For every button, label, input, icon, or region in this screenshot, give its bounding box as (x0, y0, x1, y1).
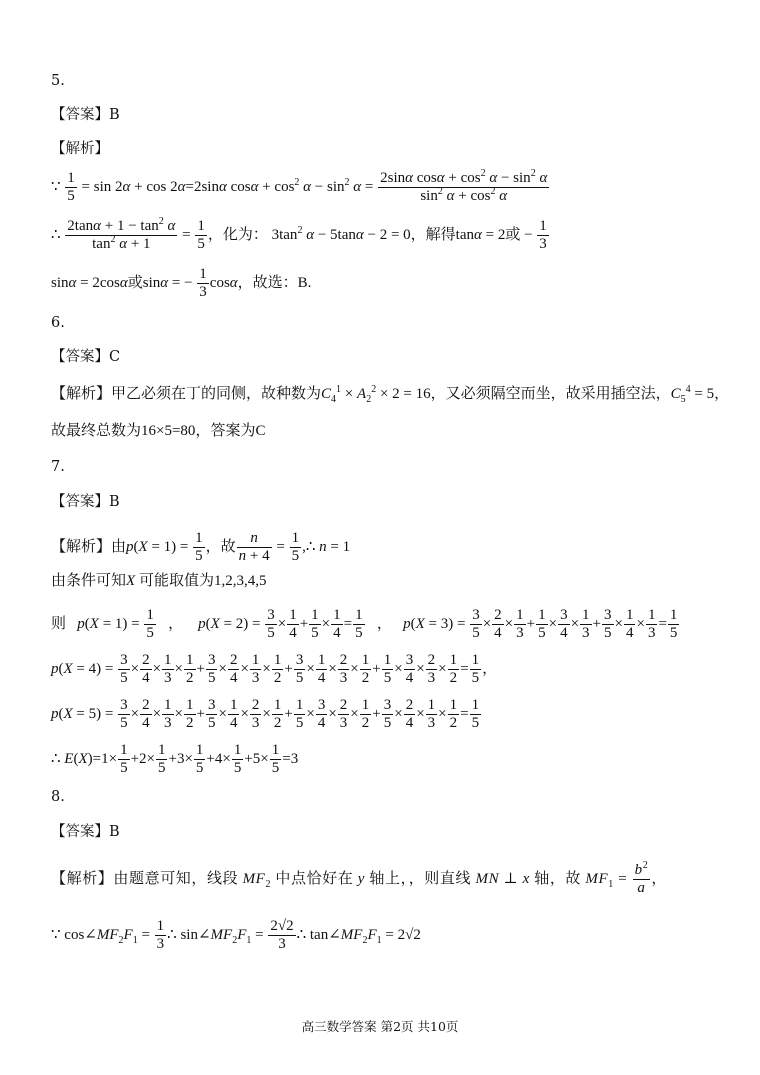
q7-values: 1,2,3,4,5 (213, 573, 267, 589)
q5-text-tail: ，故选：B. (237, 274, 312, 291)
q8-text-3: 轴上，，则直线 (369, 870, 472, 887)
q6-text-1: 甲乙必须在丁的同侧，故种数为 (111, 386, 322, 402)
q8-formula-line: ∵ $\cos\angle MF_2F_1$ = $\frac{1}{3}$ ∴ $\sin\angle MF_2F_1$ = $\frac{2√2}{3}$ ∴ $\tan\angle MF_2F_1 = 2√2$ (51, 918, 421, 952)
answer-label: 【答案】 (51, 494, 109, 510)
q8-text-2: 中点恰好在 (275, 870, 354, 887)
analysis-label: 【解析】 (51, 386, 112, 402)
analysis-label: 【解析】 (51, 538, 112, 555)
question-5-analysis-label: 【解析】 (51, 141, 109, 157)
answer-value: C (109, 349, 121, 365)
q7-text-1: 由 (111, 538, 127, 555)
question-8-answer (51, 822, 120, 842)
answer-label: 【答案】 (51, 107, 109, 123)
question-5-answer (51, 105, 120, 125)
page-footer: 高三数学答案 第2页 共10页 (301, 1019, 459, 1034)
q5-formula-line-2: ∴ $\frac{2\tan\alpha + 1 - \tan^2 \alpha}{\tan^2 \alpha + 1}$ = $\frac{1}{5}$ ，化为： $3\tan^2$ α − 5tanα − 2 = 0，解得tanα = 2或 − $\frac{1}{3}$ (51, 216, 547, 252)
analysis-label: 【解析】 (51, 870, 114, 887)
question-8-number: 8. (51, 789, 65, 805)
q7-ze: 则 (51, 615, 67, 632)
q6-analysis-line-1: 【解析】甲乙必须在丁的同侧，故种数为$C_4^1 \times A_2^2 \times 2 = 16$，又必须隔空而坐，故采用插空法，$C_5^4 = 5$， (51, 384, 730, 405)
q6-analysis-line-2: 故最终总数为16×5=80，答案为C (51, 423, 266, 439)
q5-formula-line-1: ∵ $\frac{1}{5}$ = sin 2α + cos 2α=2sinα $\cos\alpha + \cos^2 \alpha - \sin^2 \alpha$ = $\frac{2\sin\alpha \cos\alpha + \cos^2 \alpha - \sin^2 \alpha}{\sin^2 \alpha + \cos^2 \alpha}$ (51, 168, 548, 204)
question-7-answer (51, 492, 120, 512)
q7-text-3: 由条件可知 (51, 573, 127, 589)
q6-text-4: ，答案为C (195, 423, 266, 439)
q6-text-3: 故最终总数为 (51, 423, 142, 439)
answer-value: B (109, 107, 120, 123)
q7-analysis-line-1: 【解析】由p(X = 1) = $\frac{1}{5}$ ，故 $\frac{n}{n + 4}$ = $\frac{1}{5}$ ,∴ n = 1 (51, 530, 351, 564)
answer-value: B (109, 494, 120, 510)
q8-analysis-line-1: 【解析】由题意可知，线段 $MF_2$ 中点恰好在 y 轴上，，则直线 MN ⊥ x 轴，故 $MF_1$ = $\frac{b^2}{a}$ ， (51, 860, 667, 896)
question-6-number: 6. (51, 315, 65, 331)
q8-text-1: 由题意可知，线段 (113, 870, 239, 887)
answer-label: 【答案】 (51, 349, 109, 365)
question-5-number: 5. (51, 73, 65, 89)
question-6-answer (51, 347, 120, 367)
q7-text-4: 可能取值为 (138, 573, 214, 589)
q7-formula-px4: p(X = 4) = $\frac{3}{5}$ × $\frac{2}{4}$ × $\frac{1}{3}$ × $\frac{1}{2}$ + $\frac{3}{5}$ × $\frac{2}{4}$ × $\frac{1}{3}$ × $\frac{1}{2}$ + $\frac{3}{5}$ × $\frac{1}{4}$ × $\frac{2}{3}$ × $\frac{1}{2}$ + $\frac{1}{5}$ × $\frac{3}{4}$ × $\frac{2}{3}$ × $\frac{1}{2}$ = $\frac{1}{5}$ ， (51, 652, 498, 686)
q5-text-mid: ，化为： (207, 226, 268, 243)
question-7-number: 7. (51, 459, 65, 475)
q8-text-4: 轴，故 (534, 870, 582, 887)
q5-formula-line-3: sinα = 2cosα或sinα = − $\frac{1}{3}$ cosα，故选：B. (51, 266, 312, 300)
q6-text-2: ，又必须隔空而坐，故采用插空法， (430, 386, 671, 402)
q5-text-mid2: ，解得 (410, 226, 456, 243)
q7-analysis-line-2: 由条件可知X 可能取值为1,2,3,4,5 (51, 573, 267, 589)
answer-value: B (109, 824, 120, 840)
q7-formula-px1-px3: 则 p(X = 1) = $\frac{1}{5}$ ， p(X = 2) = $\frac{3}{5}$ × $\frac{1}{4}$ + $\frac{1}{5}$ × $\frac{1}{4}$ = $\frac{1}{5}$ ， p(X = 3) = $\frac{3}{5}$ × $\frac{2}{4}$ × $\frac{1}{3}$ + $\frac{1}{5}$ × $\frac{3}{4}$ × $\frac{1}{3}$ + $\frac{3}{5}$ × $\frac{1}{4}$ × $\frac{1}{3}$ = $\frac{1}{5}$ (51, 607, 678, 641)
q7-formula-px5: p(X = 5) = $\frac{3}{5}$ × $\frac{2}{4}$ × $\frac{1}{3}$ × $\frac{1}{2}$ + $\frac{3}{5}$ × $\frac{1}{4}$ × $\frac{2}{3}$ × $\frac{1}{2}$ + $\frac{1}{5}$ × $\frac{3}{4}$ × $\frac{2}{3}$ × $\frac{1}{2}$ + $\frac{3}{5}$ × $\frac{2}{4}$ × $\frac{1}{3}$ × $\frac{1}{2}$ = $\frac{1}{5}$ (51, 697, 480, 731)
q7-text-2: ，故 (205, 538, 236, 555)
answer-label: 【答案】 (51, 824, 109, 840)
q7-expectation: ∴ E(X)=1× $\frac{1}{5}$ +2× $\frac{1}{5}$ +3× $\frac{1}{5}$ +4× $\frac{1}{5}$ +5× $\frac{1}{5}$ =3 (51, 742, 299, 776)
